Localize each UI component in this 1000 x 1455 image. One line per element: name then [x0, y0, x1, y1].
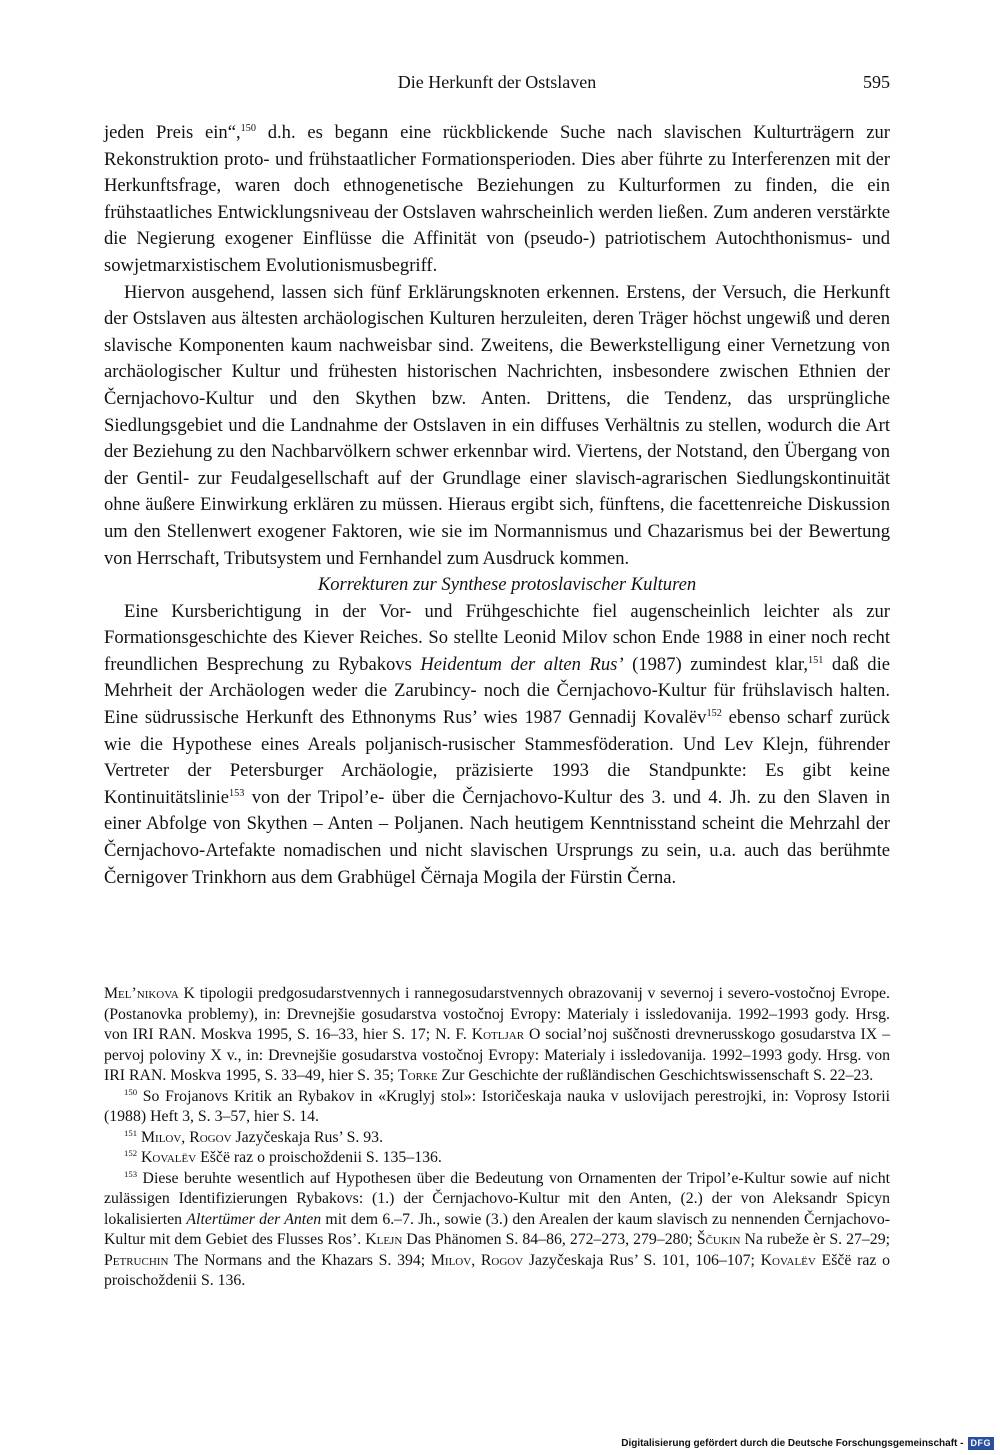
- author-name: Mel’nikova: [104, 985, 179, 1002]
- book-title: Altertümer der Anten: [186, 1210, 322, 1228]
- author-name: Kovalëv: [760, 1251, 816, 1269]
- p3-text-b: (1987) zumindest klar,: [623, 653, 809, 675]
- footnote-text: Jazyčeskaja Rus’ S. 93.: [231, 1128, 384, 1146]
- author-name: Milov, Rogov: [137, 1128, 232, 1146]
- footnote-text: Eščë raz o proischoždenii S. 136.: [104, 1251, 890, 1289]
- footnote-ref-153: 153: [228, 787, 245, 799]
- p3-text-c: daß die Mehrheit der Archäologen weder die Zarubincy- noch die Černjachovo-Kultur für frühslavisch halten. Eine südrussische Herkunft des Ethnonyms Rus’ wies 1987 Gennadij Kovalëv: [104, 653, 890, 729]
- footnote-text: So Frojanovs Kritik an Rybakov in «Kruglyj stol»: Istoričeskaja nauka v uslovijach perestrojki, in: Voprosy Istorii (1988) Heft 3, S. 3–57, hier S. 14.: [104, 1087, 890, 1125]
- running-title: Die Herkunft der Ostslaven: [397, 72, 597, 92]
- p3-book-title: Heidentum der alten Rus’: [420, 653, 624, 675]
- footnote-text: Diese beruhte wesentlich auf Hypothesen über die Bedeutung von Ornamenten der Tripol’e-Kultur sowie auf nicht zulässigen Identifizierungen Rybakovs: (1.) der Černjachovo-Kultur mit den Anten, (2.) der von Aleksandr Spicyn lokalisierten: [104, 1169, 890, 1228]
- footnote-text: Eščë raz o proischoždenii S. 135–136.: [196, 1149, 442, 1166]
- footnote-150: [104, 1087, 890, 1128]
- footnote-text: The Normans and the Khazars S. 394;: [168, 1251, 431, 1269]
- footnote-152: [104, 1148, 890, 1169]
- page-number: 595: [863, 72, 890, 92]
- footnote-153: [104, 1169, 890, 1292]
- dfg-logo: DFG: [968, 1437, 995, 1450]
- p3-text-d: ebenso scharf zurück wie die Hypothese eines Areals poljanisch-rusischer Stammesföderation. Und Lev Klejn, führender Vertreter der Petersburger Archäologie, präzisierte 1993 die Standpunkte: Es gibt keine Kontinuitätslinie: [104, 707, 890, 808]
- author-name: Ščukin: [696, 1231, 741, 1248]
- footnote-151: [104, 1128, 890, 1149]
- p3-text-e: von der Tripol’e- über die Černjachovo-Kultur des 3. und 4. Jh. zu den Slaven in einer Abfolge von Skythen – Anten – Poljanen. Nach heutigem Kenntnisstand scheint die Mehrzahl der Černjachovo-Artefakte nomadischen und nicht slavischen Ursprungs zu sein, u.a. auch das berühmte Černigover Trinkhorn aus dem Grabhügel Čërnaja Mogila der Fürstin Černa.: [104, 786, 890, 888]
- footnote-text: O social’noj suščnosti drevnerusskogo gosudarstva IX – pervoj poloviny X v., in: Drevnejšie gosudarstva vostočnoj Evropy: Materialy i issledovanija. 1992–1993 gody. Hrsg. von IRI RAN. Moskva 1995, S. 33–49, hier S. 35;: [104, 1026, 890, 1084]
- paragraph-1: [104, 120, 890, 280]
- page-header: [104, 72, 890, 102]
- p1-text-a: jeden Preis ein“,: [104, 122, 241, 143]
- footnote-text: Zur Geschichte der rußländischen Geschichtswissenschaft S. 22–23.: [437, 1067, 874, 1084]
- author-name: Kotljar: [471, 1026, 525, 1043]
- footnote-text: mit dem 6.–7. Jh., sowie (3.) den Arealen der kaum slavisch zu nennenden Černjachovo-Kultur mit dem Gebiet des Flusses Ros’.: [104, 1210, 890, 1248]
- p1-text-b: d.h. es begann eine rückblickende Suche nach slavischen Kulturträgern zur Rekonstruktion proto- und frühstaatlicher Formationsperioden. Dies aber führte zu Interferenzen mit der Herkunftsfrage, waren doch ethnogenetische Beziehungen zu Kulturformen zu finden, die ein frühstaatliches Entwicklungsniveau der Ostslaven wahrscheinlich werden ließen. Zum anderen verstärkte die Negierung exogener Einflüsse die Affinität von (pseudo-) patriotischem Autochthonismus- und sowjetmarxistischem Evolutionismusbegriff.: [104, 122, 890, 276]
- footnote-ref-150: 150: [240, 122, 256, 134]
- credit-text: Digitalisierung gefördert durch die Deutsche Forschungsgemeinschaft -: [621, 1437, 964, 1449]
- digitization-credit: [621, 1436, 994, 1450]
- footnote-number: 152: [124, 1147, 138, 1158]
- footnote-text: K tipologii predgosudarstvennych i rannegosudarstvennych obrazovanij v severnoj i severo-vostočnoj Evrope. (Postanovka problemy), in: Drevnejšie gosudarstva vostočnoj Evropy: Materialy i issledovanija. 1992–1993 gody. Hrsg. von IRI RAN. Moskva 1995, S. 16–33, hier S. 17; N. F.: [104, 985, 890, 1043]
- footnote-ref-152: 152: [706, 707, 722, 719]
- footnote-text: Na rubeže èr S. 27–29;: [740, 1231, 890, 1248]
- footnote-number: 151: [124, 1127, 138, 1138]
- author-name: Kovalëv: [137, 1149, 197, 1166]
- footnote-number: 150: [124, 1086, 138, 1097]
- footnote-text: Das Phänomen S. 84–86, 272–273, 279–280;: [402, 1231, 697, 1248]
- footnotes: [104, 984, 890, 1292]
- paragraph-2: Hiervon ausgehend, lassen sich fünf Erklärungsknoten erkennen. Erstens, der Versuch, die Herkunft der Ostslaven aus ältesten archäologischen Kulturen herzuleiten, deren Träger höchst ungewiß und deren slavische Komponenten kaum nachweisbar sind. Zweitens, die Bewerkstelligung einer Vernetzung von archäologischer Kultur und frühesten historischen Nachrichten, insbesondere zwischen Ethnien der Černjachovo-Kultur und den Skythen bzw. Anten. Drittens, die Tendenz, das ursprüngliche Siedlungsgebiet und die Landnahme der Ostslaven in ein diffuses Verhältnis zu stellen, wodurch die Art der Beziehung zu den Nachbarvölkern schwer erkennbar wird. Viertens, der Notstand, den Übergang von der Gentil- zur Feudalgesellschaft auf der Grundlage einer slavisch-agrarischen Siedlungskontinuität ohne äußere Einwirkung erklären zu müssen. Hieraus ergibt sich, fünftens, die facettenreiche Diskussion um den Stellenwert exogener Faktoren, wie sie im Normannismus und Chazarismus bei der Bewertung von Herrschaft, Tributsystem und Fernhandel zum Ausdruck kommen.: [104, 281, 890, 569]
- author-name: Milov, Rogov: [430, 1251, 524, 1269]
- p3-text-a: Eine Kursberichtigung in der Vor- und Frühgeschichte fiel augenscheinlich leichter als zur Formationsgeschichte des Kiever Reiches. So stellte Leonid Milov schon Ende 1988 in einer noch recht freundlichen Besprechung zu Rybakovs: [104, 600, 890, 675]
- footnote-text: Jazyčeskaja Rus’ S. 101, 106–107;: [523, 1251, 761, 1269]
- author-name: Petruchin: [104, 1251, 169, 1269]
- section-heading: Korrekturen zur Synthese protoslavischer Kulturen: [317, 574, 697, 596]
- footnote-ref-151: 151: [808, 654, 824, 666]
- paragraph-3: [104, 599, 890, 892]
- author-name: Torke: [398, 1067, 438, 1084]
- body-text: [104, 120, 890, 891]
- footnote-continued: [104, 984, 890, 1087]
- footnote-number: 153: [124, 1168, 138, 1179]
- author-name: Klejn: [365, 1231, 403, 1248]
